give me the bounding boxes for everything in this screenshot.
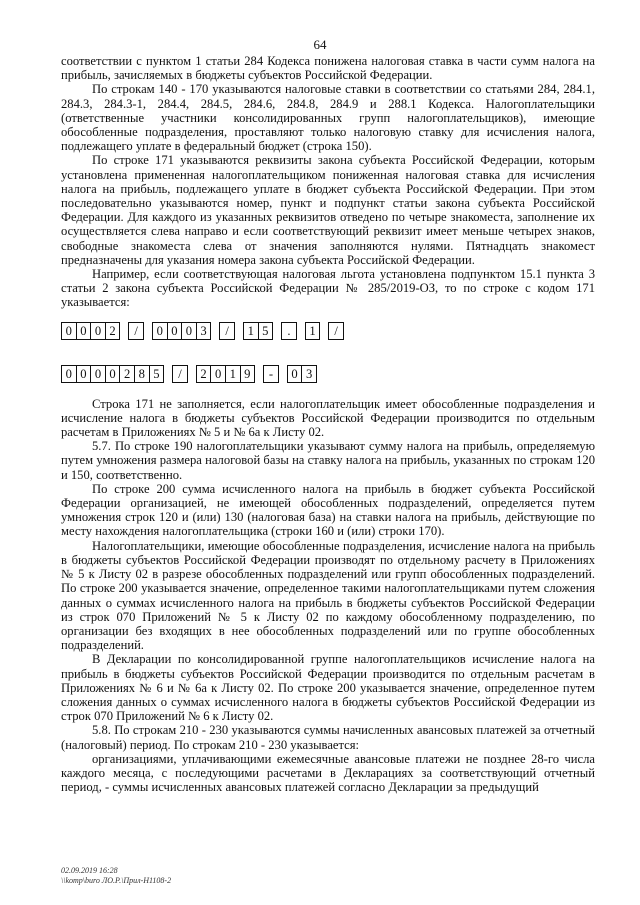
footer-path: \\komp\buro ЛО.Р.\Прил-Н1108-2 xyxy=(61,876,172,885)
code-cell: 0 xyxy=(181,322,197,340)
code-cell: - xyxy=(263,365,279,383)
code-cell: 5 xyxy=(149,365,165,383)
code-cell: 2 xyxy=(105,322,121,340)
code-cell: 0 xyxy=(61,365,77,383)
paragraph: Строка 171 не заполняется, если налогоплательщик имеет обособленные подразделения и исчисление налога в бюджеты субъектов Российской Федерации производится по отдельным расчетам в Приложениях № 5 и № 6а к Листу 02. xyxy=(61,396,595,440)
paragraph: Налогоплательщики, имеющие обособленные подразделения, исчисление налога на прибыль в бюджеты субъектов Российской Федерации производят по отдельному расчету в Приложениях № 5 к Листу 02 в разрезе обособленных подразделений или групп обособленных подразделений. По строке 200 указывается значение, определенное такими налогоплательщиками путем сложения данных о суммах исчисленного налога на прибыль в бюджеты субъектов Российской Федерации из строк 070 Приложений № 5 к Листу 02 по каждому обособленному подразделению, по организации без входящих в нее обособленных подразделений или по группе обособленных подразделений. xyxy=(61,538,595,653)
code-cell: / xyxy=(128,322,144,340)
code-cell: / xyxy=(328,322,344,340)
code-cell: 2 xyxy=(196,365,212,383)
paragraph-group-2 xyxy=(61,397,595,795)
code-cell: / xyxy=(219,322,235,340)
code-cell: 3 xyxy=(301,365,317,383)
document-body xyxy=(61,54,595,794)
code-cell: . xyxy=(281,322,297,340)
code-cell: / xyxy=(172,365,188,383)
paragraph: 5.7. По строке 190 налогоплательщики указывают сумму налога на прибыль, определяемую путем умножения размера налоговой базы на ставку налога на прибыль, указанных по строкам 120 и 150, соответственно. xyxy=(61,439,595,482)
footer-stamp xyxy=(61,866,171,886)
code-cell: 0 xyxy=(76,322,92,340)
code-cell: 3 xyxy=(196,322,212,340)
footer-date: 02.09.2019 16:28 xyxy=(61,866,118,875)
paragraph: соответствии с пунктом 1 статьи 284 Кодекса понижена налоговая ставка в части сумм налога на прибыль, зачисляемых в бюджеты субъектов Российской Федерации. xyxy=(61,54,595,83)
code-cell: 0 xyxy=(90,365,106,383)
code-cell: 0 xyxy=(105,365,121,383)
code-cell: 2 xyxy=(119,365,135,383)
code-cell: 1 xyxy=(305,322,321,340)
code-cell: 0 xyxy=(76,365,92,383)
code-cell: 0 xyxy=(90,322,106,340)
paragraph-group-1 xyxy=(61,54,595,310)
code-cell: 5 xyxy=(258,322,274,340)
paragraph: Например, если соответствующая налоговая льгота установлена подпунктом 15.1 пункта 3 статьи 2 закона субъекта Российской Федерации № 285/2019-ОЗ, то по строке с кодом 171 указывается: xyxy=(61,267,595,310)
code-cells-row-1 xyxy=(61,322,595,340)
paragraph: По строкам 140 - 170 указываются налоговые ставки в соответствии со статьями 284, 284.1, 284.3, 284.3-1, 284.4, 284.5, 284.6, 284.8, 284.9 и 288.1 Кодекса. Налогоплательщики (ответственные участники консолидированных групп налогоплательщиков), имеющие обособленные подразделения, проставляют только налоговую ставку для исчисления налога, подлежащего уплате в федеральный бюджет (строка 150). xyxy=(61,82,595,154)
paragraph: 5.8. По строкам 210 - 230 указываются суммы начисленных авансовых платежей за отчетный (налоговый) период. По строкам 210 - 230 указывается: xyxy=(61,723,595,752)
paragraph: организациями, уплачивающими ежемесячные авансовые платежи не позднее 28-го числа каждого месяца, с последующими расчетами в Декларациях за соответствующий отчетный период, - суммы исчисленных авансовых платежей согласно Декларации за предыдущий xyxy=(61,751,595,795)
code-cell: 0 xyxy=(152,322,168,340)
code-cell: 1 xyxy=(243,322,259,340)
code-cell: 1 xyxy=(225,365,241,383)
code-cell: 0 xyxy=(167,322,183,340)
page-number: 64 xyxy=(313,37,327,52)
code-cell: 0 xyxy=(287,365,303,383)
code-cells-row-2 xyxy=(61,365,595,383)
code-cell: 8 xyxy=(134,365,150,383)
code-cell: 9 xyxy=(240,365,256,383)
code-cell: 0 xyxy=(61,322,77,340)
paragraph: По строке 171 указываются реквизиты закона субъекта Российской Федерации, которым установлена примененная налогоплательщиком пониженная налоговая ставка для исчисления налога на прибыль, подлежащего уплате в бюджет субъекта Российской Федерации. При этом последовательно указываются номер, пункт и подпункт статьи закона субъекта Российской Федерации. Для каждого из указанных реквизитов отведено по четыре знакоместа, заполнение их осуществляется слева направо и если соответствующий реквизит имеет меньше четырех знаков, свободные знакоместа слева от значения заполняются нулями. Пятнадцать знакомест предназначены для указания номера закона субъекта Российской Федерации. xyxy=(61,153,595,267)
paragraph: В Декларации по консолидированной группе налогоплательщиков исчисление налога на прибыль в бюджеты субъектов Российской Федерации производится по отдельным расчетам в Приложениях № 6 и № 6а к Листу 02. По строке 200 указывается значение, определенное путем сложения данных о суммах исчисленного налога в бюджеты субъектов Российской Федерации из строк 070 Приложений № 6 к Листу 02. xyxy=(61,652,595,724)
code-cell: 0 xyxy=(210,365,226,383)
paragraph: По строке 200 сумма исчисленного налога на прибыль в бюджет субъекта Российской Федерации организацией, не имеющей обособленных подразделений, определяется путем умножения строк 120 и (или) 130 (налоговая база) на ставки налога на прибыль, действующие по месту нахождения налогоплательщика (строки 160 и (или) строки 170). xyxy=(61,481,595,539)
